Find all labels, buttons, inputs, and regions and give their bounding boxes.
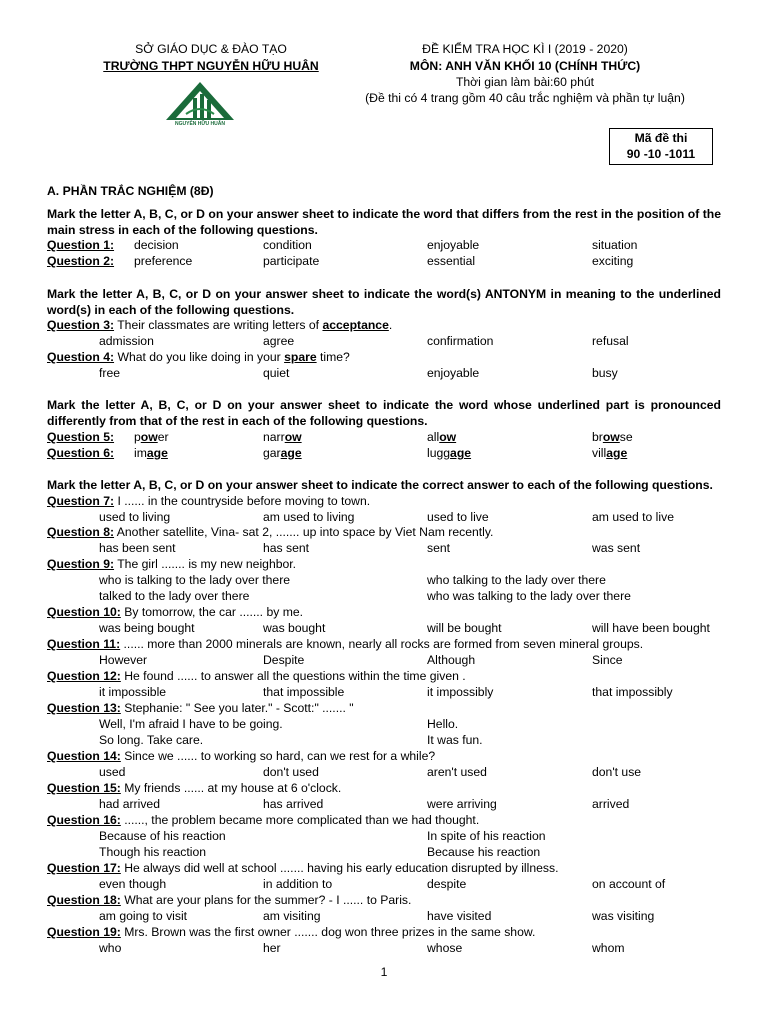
option-a: decision: [134, 238, 179, 252]
option-b: am used to living: [263, 510, 355, 524]
question-label: Question 7:: [47, 494, 115, 508]
question-stem: [47, 493, 370, 509]
question-row: [0, 524, 768, 540]
options-row: [0, 572, 768, 588]
option-b: condition: [263, 238, 312, 252]
underlined-word: spare: [284, 350, 317, 364]
question-row: [0, 429, 768, 445]
question-label: Question 2:: [47, 254, 115, 268]
question-label: Question 19:: [47, 925, 121, 939]
option-b: don't used: [263, 765, 319, 779]
option-d: was visiting: [592, 909, 655, 923]
question-row: [0, 445, 768, 461]
option-a: was being bought: [99, 621, 195, 635]
option-a: even though: [99, 877, 167, 891]
stem-text: Their classmates are writing letters of: [117, 318, 323, 332]
options-row: [0, 620, 768, 636]
option-c: enjoyable: [427, 366, 480, 380]
exam-code-box: [609, 128, 713, 165]
options-row: [0, 509, 768, 525]
option-c: it impossibly: [427, 685, 494, 699]
question-row: [0, 860, 768, 876]
option-b: has sent: [263, 541, 310, 555]
options-row: [0, 844, 768, 860]
question-label: Question 5:: [47, 430, 115, 444]
question-stem: [47, 924, 535, 940]
stem-text: Since we ...... to working so hard, can we rest for a while?: [124, 749, 436, 763]
option-b: participate: [263, 254, 320, 268]
option-d: busy: [592, 366, 618, 380]
option-c: Though his reaction: [99, 845, 207, 859]
question-row: [0, 317, 768, 333]
question-stem: [47, 636, 643, 652]
question-stem: [47, 349, 350, 365]
option-a: free: [99, 366, 121, 380]
exam-time: Thời gian làm bài:60 phút: [455, 75, 595, 89]
question-row: [0, 253, 768, 269]
stem-text: Another satellite, Vina- sat 2, ....... up into space by Viet Nam recently.: [116, 525, 494, 539]
question-stem: [47, 892, 411, 908]
stem-text: time?: [316, 350, 350, 364]
options-row: [0, 365, 768, 381]
question-stem: [47, 524, 493, 540]
question-row: [0, 604, 768, 620]
question-stem: [47, 604, 303, 620]
option-d: refusal: [592, 334, 629, 348]
school-name: TRƯỜNG THPT NGUYỄN HỮU HUÂN: [103, 59, 319, 73]
option-d: am used to live: [592, 510, 674, 524]
stem-text: I ...... in the countryside before moving to town.: [117, 494, 371, 508]
option-d: browse: [592, 430, 633, 444]
stem-text: By tomorrow, the car ....... by me.: [124, 605, 304, 619]
question-row: [0, 349, 768, 365]
question-stem: [47, 748, 435, 764]
question-row: [0, 780, 768, 796]
option-b: in addition to: [263, 877, 333, 891]
instruction-antonym: Mark the letter A, B, C, or D on your answer sheet to indicate the word(s) ANTONYM in meaning to the underlined word(s) in each of the following questions.: [47, 287, 721, 317]
option-b: narrow: [263, 430, 302, 444]
option-c: aren't used: [427, 765, 487, 779]
stem-text: ......, the problem became more complicated than we had thought.: [124, 813, 480, 827]
stem-text: The girl ....... is my new neighbor.: [117, 557, 297, 571]
question-label: Question 11:: [47, 637, 121, 651]
option-c: were arriving: [427, 797, 497, 811]
options-row: [0, 684, 768, 700]
option-b: Hello.: [427, 717, 459, 731]
question-row: [0, 237, 768, 253]
option-d: village: [592, 446, 628, 460]
question-row: [0, 924, 768, 940]
option-b: that impossible: [263, 685, 345, 699]
underlined-word: acceptance: [322, 318, 389, 332]
department-name: SỞ GIÁO DỤC & ĐÀO TẠO: [135, 42, 287, 56]
option-c: enjoyable: [427, 238, 480, 252]
option-c: confirmation: [427, 334, 494, 348]
option-d: that impossibly: [592, 685, 673, 699]
question-label: Question 13:: [47, 701, 121, 715]
option-d: Since: [592, 653, 623, 667]
option-d: was sent: [592, 541, 641, 555]
question-label: Question 3:: [47, 318, 115, 332]
option-a: However: [99, 653, 148, 667]
option-b: has arrived: [263, 797, 324, 811]
option-d: situation: [592, 238, 638, 252]
options-row: [0, 588, 768, 604]
question-label: Question 18:: [47, 893, 121, 907]
stem-text: Mrs. Brown was the first owner ....... dog won three prizes in the same show.: [124, 925, 536, 939]
option-a: am going to visit: [99, 909, 188, 923]
option-a: it impossible: [99, 685, 167, 699]
question-row: [0, 748, 768, 764]
option-a: image: [134, 446, 168, 460]
option-c: used to live: [427, 510, 489, 524]
option-d: Because his reaction: [427, 845, 541, 859]
options-row: [0, 940, 768, 956]
option-d: will have been bought: [592, 621, 710, 635]
option-b: was bought: [263, 621, 326, 635]
option-c: So long. Take care.: [99, 733, 204, 747]
question-stem: [47, 780, 341, 796]
question-stem: [47, 317, 392, 333]
question-label: Question 17:: [47, 861, 121, 875]
option-a: used to living: [99, 510, 171, 524]
option-a: who is talking to the lady over there: [99, 573, 291, 587]
options-row: [0, 716, 768, 732]
question-label: Question 8:: [47, 525, 115, 539]
option-b: garage: [263, 446, 302, 460]
option-d: who was talking to the lady over there: [427, 589, 631, 603]
question-stem: [47, 812, 479, 828]
options-row: [0, 764, 768, 780]
stem-text: What are your plans for the summer? - I ...... to Paris.: [124, 893, 412, 907]
option-b: quiet: [263, 366, 290, 380]
option-d: on account of: [592, 877, 666, 891]
option-b: In spite of his reaction: [427, 829, 546, 843]
question-row: [0, 493, 768, 509]
stem-text: What do you like doing in your: [117, 350, 285, 364]
question-stem: [47, 668, 466, 684]
option-a: has been sent: [99, 541, 176, 555]
instruction-correct-answer: Mark the letter A, B, C, or D on your answer sheet to indicate the correct answer to each of the following questions.: [47, 478, 713, 492]
question-row: [0, 700, 768, 716]
option-a: preference: [134, 254, 193, 268]
exam-note: (Đề thi có 4 trang gồm 40 câu trắc nghiệm và phần tự luận): [365, 91, 685, 105]
options-row: [0, 908, 768, 924]
instruction-pronunciation: Mark the letter A, B, C, or D on your answer sheet to indicate the word whose underlined part is pronounced differently from that of the rest in each of the following questions.: [47, 398, 721, 428]
question-label: Question 12:: [47, 669, 121, 683]
options-row: [0, 796, 768, 812]
question-label: Question 14:: [47, 749, 121, 763]
stem-text: He found ...... to answer all the questions within the time given .: [124, 669, 466, 683]
option-c: despite: [427, 877, 467, 891]
option-c: allow: [427, 430, 457, 444]
option-d: whom: [592, 941, 625, 955]
question-label: Question 10:: [47, 605, 121, 619]
question-row: [0, 668, 768, 684]
options-row: [0, 876, 768, 892]
option-a: power: [134, 430, 169, 444]
question-label: Question 9:: [47, 557, 115, 571]
question-label: Question 1:: [47, 238, 115, 252]
option-b: Despite: [263, 653, 305, 667]
option-c: sent: [427, 541, 451, 555]
option-b: am visiting: [263, 909, 321, 923]
exam-title: ĐỀ KIỂM TRA HỌC KÌ I (2019 - 2020): [422, 42, 628, 56]
option-c: talked to the lady over there: [99, 589, 250, 603]
stem-text: .: [388, 318, 393, 332]
stem-text: He always did well at school ....... having his early education disrupted by illness.: [124, 861, 559, 875]
option-c: essential: [427, 254, 476, 268]
section-title: A. PHẦN TRẮC NGHIỆM (8Đ): [47, 184, 214, 198]
question-stem: [47, 700, 354, 716]
stem-text: Stephanie: " See you later." - Scott:" ....... ": [124, 701, 354, 715]
option-c: Although: [427, 653, 476, 667]
exam-code-label: Mã đề thi: [634, 131, 688, 145]
subject: MÔN: ANH VĂN KHỐI 10 (CHÍNH THỨC): [409, 59, 641, 73]
option-c: luggage: [427, 446, 472, 460]
options-row: [0, 828, 768, 844]
question-row: [0, 812, 768, 828]
option-b: agree: [263, 334, 295, 348]
stem-text: My friends ...... at my house at 6 o'clock.: [124, 781, 342, 795]
option-c: will be bought: [427, 621, 502, 635]
stem-text: ...... more than 2000 minerals are known, nearly all rocks are formed from seven mineral groups.: [123, 637, 644, 651]
instruction-stress: Mark the letter A, B, C, or D on your answer sheet to indicate the word that differs from the rest in the position of the main stress in each of the following questions.: [47, 207, 721, 237]
option-d: exciting: [592, 254, 634, 268]
option-d: It was fun.: [427, 733, 483, 747]
option-a: who: [99, 941, 122, 955]
question-row: [0, 556, 768, 572]
options-row: [0, 540, 768, 556]
question-row: [0, 892, 768, 908]
option-b: who talking to the lady over there: [427, 573, 606, 587]
option-c: have visited: [427, 909, 492, 923]
question-stem: [47, 860, 558, 876]
option-d: arrived: [592, 797, 630, 811]
question-row: [0, 636, 768, 652]
question-label: Question 6:: [47, 446, 115, 460]
option-a: used: [99, 765, 126, 779]
exam-code-value: 90 -10 -1011: [626, 147, 696, 161]
school-logo: [160, 78, 240, 130]
options-row: [0, 652, 768, 668]
question-label: Question 16:: [47, 813, 121, 827]
question-label: Question 4:: [47, 350, 115, 364]
option-c: whose: [427, 941, 463, 955]
option-a: Well, I'm afraid I have to be going.: [99, 717, 283, 731]
question-label: Question 15:: [47, 781, 121, 795]
option-d: don't use: [592, 765, 642, 779]
option-a: had arrived: [99, 797, 160, 811]
page-number: 1: [380, 965, 388, 979]
option-a: Because of his reaction: [99, 829, 226, 843]
option-b: her: [263, 941, 281, 955]
question-stem: [47, 556, 296, 572]
options-row: [0, 333, 768, 349]
logo-text: NGUYỄN HỮU HUÂN: [175, 121, 225, 127]
option-a: admission: [99, 334, 154, 348]
options-row: [0, 732, 768, 748]
